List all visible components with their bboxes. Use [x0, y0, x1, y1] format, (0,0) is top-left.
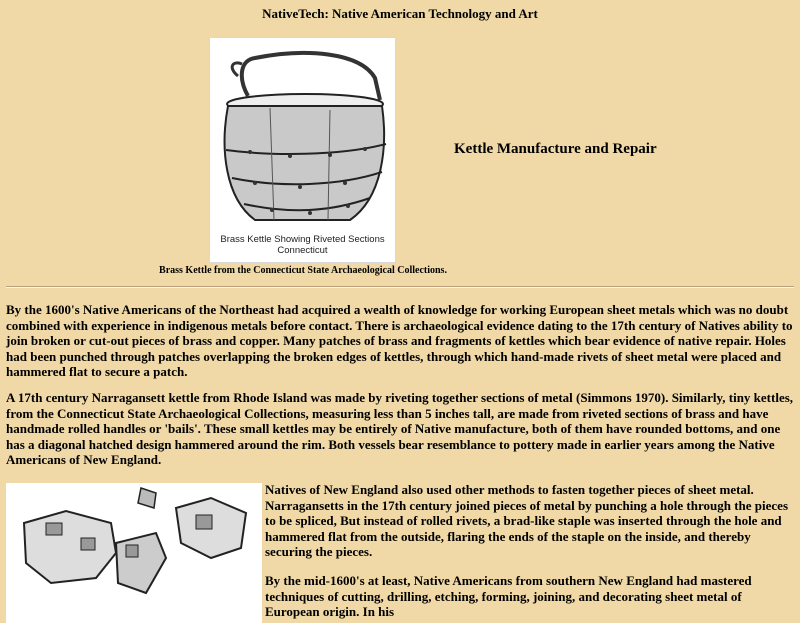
hero-image-caption: Brass Kettle from the Connecticut State Archaeological Collections.: [159, 265, 447, 276]
metal-fragments-image: [6, 483, 262, 623]
paragraph-mid-1600s: By the mid-1600's at least, Native Americans from southern New England had mastered techniques of cutting, drilling, etching, forming, joining, and decorating sheet metal of European origin. In his: [265, 573, 752, 619]
paragraph-intro: By the 1600's Native Americans of the Northeast had acquired a wealth of knowledge for working European sheet metals which was no doubt combined with experience in indigenous metals before contact. There is archaeological evidence dating to the 17th century of Natives ability to join broken or cut-out pieces of brass and copper. Many patches of brass and fragments of kettles which bear evidence of native repair. Holes had been punched through patches overlapping the broken edges of kettles, through which hand-made rivets of sheet metal were placed and hammered flat to secure a patch.: [6, 302, 793, 379]
paragraph-narragansett-kettle: A 17th century Narragansett kettle from Rhode Island was made by riveting together sections of metal (Simmons 1970). Similarly, tiny kettles, from the Connecticut State Archaeological Collections, measuring less than 5 inches tall, are made from riveted sections of brass and have handmade rolled handles or 'bails'. These small kettles may be entirely of Native manufacture, both of them have rounded bottoms, and one has a diagonal hatched design hammered around the rim. Both vessels bear resemblance to pottery made in earlier years among the Native Americans of New England.: [6, 390, 794, 467]
paragraph-staple-joining: Natives of New England also used other methods to fasten together pieces of sheet metal. Narragansetts in the 17th century joined pieces of metal by punching a hole through the pieces to be spliced, But instead of rolled rivets, a brad-like staple was inserted through the hole and hammered flat from the outside, flaring the ends of the staple on the inside, and thereby securing the pieces.: [265, 482, 789, 559]
brass-kettle-image: [209, 37, 396, 263]
image-caption-line2: Connecticut: [277, 245, 328, 256]
fragments-drawing: [6, 483, 262, 623]
kettle-drawing: [210, 38, 395, 262]
horizontal-divider: [6, 286, 794, 288]
site-title: NativeTech: Native American Technology and Art: [262, 6, 538, 21]
image-caption-line1: Brass Kettle Showing Riveted Sections: [220, 234, 385, 245]
page-title: Kettle Manufacture and Repair: [454, 141, 657, 157]
